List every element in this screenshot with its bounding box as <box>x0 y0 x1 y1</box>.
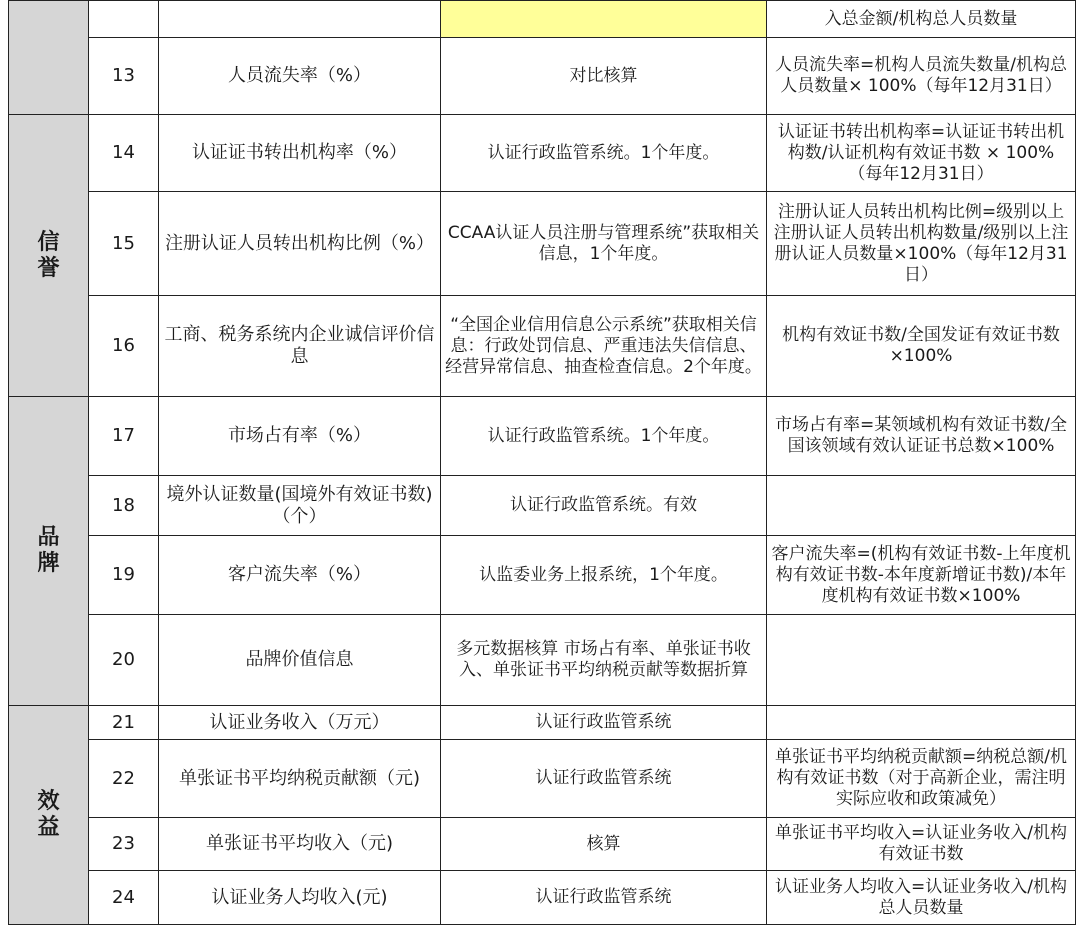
table-row <box>9 476 1076 536</box>
num-cell: 19 <box>89 536 159 615</box>
formula-cell: 入总金额/机构总人员数量 <box>767 1 1076 38</box>
formula-cell: 认证业务人均收入=认证业务收入/机构总人员数量 <box>767 871 1076 925</box>
formula-cell: 认证证书转出机构率=认证证书转出机构数/认证机构有效证书数 × 100%（每年12月31日） <box>767 115 1076 192</box>
formula-cell: 客户流失率=(机构有效证书数-上年度机构有效证书数-本年度新增证书数)/本年度机构有效证书数×100% <box>767 536 1076 615</box>
table-row <box>9 38 1076 115</box>
category-cell-pinpai: 品牌 <box>9 397 89 706</box>
source-cell: 核算 <box>441 818 767 871</box>
formula-cell: 注册认证人员转出机构比例=级别以上注册认证人员转出机构数量/级别以上注册认证人员数量×100%（每年12月31日） <box>767 192 1076 296</box>
num-cell: 24 <box>89 871 159 925</box>
table-row <box>9 818 1076 871</box>
table-row <box>9 397 1076 476</box>
indicator-cell: 认证业务收入（万元） <box>159 706 441 740</box>
indicator-cell: 注册认证人员转出机构比例（%） <box>159 192 441 296</box>
num-cell: 22 <box>89 740 159 818</box>
table-row <box>9 706 1076 740</box>
indicator-cell: 客户流失率（%） <box>159 536 441 615</box>
source-cell: 对比核算 <box>441 38 767 115</box>
num-cell: 20 <box>89 615 159 706</box>
formula-cell <box>767 615 1076 706</box>
source-cell: 认监委业务上报系统，1个年度。 <box>441 536 767 615</box>
category-cell-xiaoyi: 效益 <box>9 706 89 925</box>
source-cell: 认证行政监管系统 <box>441 706 767 740</box>
source-cell-highlighted <box>441 1 767 38</box>
num-cell: 17 <box>89 397 159 476</box>
table-row <box>9 192 1076 296</box>
source-cell: 认证行政监管系统。1个年度。 <box>441 115 767 192</box>
formula-cell: 单张证书平均收入=认证业务收入/机构有效证书数 <box>767 818 1076 871</box>
indicator-cell: 市场占有率（%） <box>159 397 441 476</box>
table-row <box>9 115 1076 192</box>
source-cell: 认证行政监管系统 <box>441 871 767 925</box>
indicator-cell: 单张证书平均纳税贡献额（元) <box>159 740 441 818</box>
num-cell: 21 <box>89 706 159 740</box>
source-cell: 多元数据核算 市场占有率、单张证书收入、单张证书平均纳税贡献等数据折算 <box>441 615 767 706</box>
num-cell: 15 <box>89 192 159 296</box>
indicator-cell: 认证证书转出机构率（%） <box>159 115 441 192</box>
category-cell <box>9 1 89 115</box>
indicator-cell <box>159 1 441 38</box>
category-cell-xinyu: 信誉 <box>9 115 89 397</box>
indicator-cell: 境外认证数量(国境外有效证书数)（个） <box>159 476 441 536</box>
table-row <box>9 871 1076 925</box>
num-cell <box>89 1 159 38</box>
indicator-table <box>8 0 1076 925</box>
num-cell: 14 <box>89 115 159 192</box>
source-cell: CCAA认证人员注册与管理系统”获取相关信息，1个年度。 <box>441 192 767 296</box>
table-row <box>9 740 1076 818</box>
num-cell: 16 <box>89 296 159 397</box>
formula-cell: 机构有效证书数/全国发证有效证书数×100% <box>767 296 1076 397</box>
num-cell: 23 <box>89 818 159 871</box>
table-row <box>9 536 1076 615</box>
source-cell: 认证行政监管系统。有效 <box>441 476 767 536</box>
indicator-cell: 工商、税务系统内企业诚信评价信息 <box>159 296 441 397</box>
indicator-cell: 品牌价值信息 <box>159 615 441 706</box>
formula-cell <box>767 706 1076 740</box>
table-row <box>9 1 1076 38</box>
indicator-cell: 认证业务人均收入(元) <box>159 871 441 925</box>
indicator-cell: 单张证书平均收入（元) <box>159 818 441 871</box>
formula-cell: 单张证书平均纳税贡献额=纳税总额/机构有效证书数（对于高新企业，需注明实际应收和政策减免） <box>767 740 1076 818</box>
source-cell: “全国企业信用信息公示系统”获取相关信息：行政处罚信息、严重违法失信信息、经营异常信息、抽查检查信息。2个年度。 <box>441 296 767 397</box>
formula-cell: 市场占有率=某领域机构有效证书数/全国该领域有效认证证书总数×100% <box>767 397 1076 476</box>
formula-cell: 人员流失率=机构人员流失数量/机构总人员数量× 100%（每年12月31日） <box>767 38 1076 115</box>
table-row <box>9 296 1076 397</box>
formula-cell <box>767 476 1076 536</box>
indicator-cell: 人员流失率（%） <box>159 38 441 115</box>
source-cell: 认证行政监管系统 <box>441 740 767 818</box>
num-cell: 13 <box>89 38 159 115</box>
source-cell: 认证行政监管系统。1个年度。 <box>441 397 767 476</box>
table-row <box>9 615 1076 706</box>
num-cell: 18 <box>89 476 159 536</box>
